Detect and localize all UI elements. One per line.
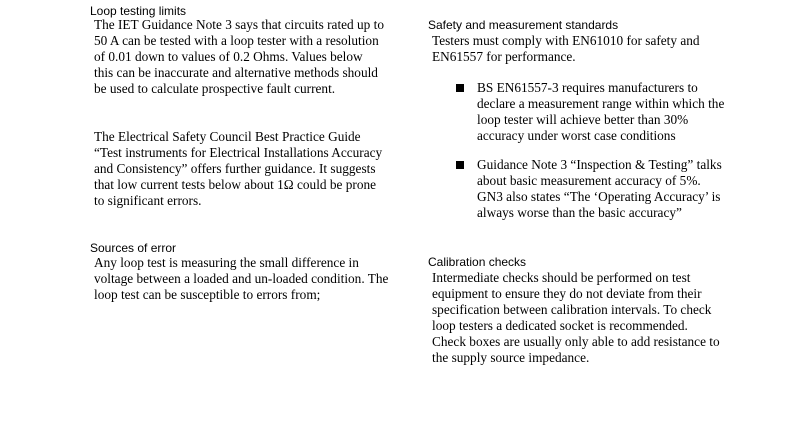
bullet-text: Guidance Note 3 “Inspection & Testing” talks about basic measurement accuracy of 5%. GN3 also states “The ‘Operating Accuracy’ is always worse than the basic accuracy”: [477, 157, 722, 220]
sources-of-error-heading: Sources of error: [90, 241, 177, 255]
standards-heading: Safety and measurement standards: [428, 18, 619, 32]
best-practice-guide-paragraph: The Electrical Safety Council Best Practice Guide “Test instruments for Electrical Installations Accuracy and Consistency” offers further guidance. It suggests that low current tests below about 1Ω could be prone to significant errors.: [94, 129, 383, 208]
loop-testing-limits-heading: Loop testing limits: [90, 4, 187, 18]
bullet-bs-en61557: [456, 80, 726, 144]
sources-of-error-paragraph: Any loop test is measuring the small difference in voltage between a loaded and un-loaded condition. The loop test can be susceptible to errors from;: [94, 255, 389, 302]
bullet-text: BS EN61557-3 requires manufacturers to declare a measurement range within which the loop tester will achieve better than 30% accuracy under worst case conditions: [477, 80, 725, 143]
standards-paragraph: Testers must comply with EN61010 for safety and EN61557 for performance.: [432, 33, 700, 64]
calibration-checks-heading: Calibration checks: [428, 255, 527, 269]
loop-testing-limits-paragraph: The IET Guidance Note 3 says that circuits rated up to 50 A can be tested with a loop tester with a resolution of 0.01 down to values of 0.2 Ohms. Values below this can be inaccurate and alternative methods should be used to calculate prospective fault current.: [94, 17, 384, 96]
bullet-square-icon: [456, 84, 464, 92]
bullet-guidance-note-3: [456, 157, 726, 221]
bullet-square-icon: [456, 161, 464, 169]
calibration-checks-paragraph: Intermediate checks should be performed on test equipment to ensure they do not deviate from their specification between calibration intervals. To check loop testers a dedicated socket is recommended. Check boxes are usually only able to add resistance to the supply source impedance.: [432, 270, 720, 365]
